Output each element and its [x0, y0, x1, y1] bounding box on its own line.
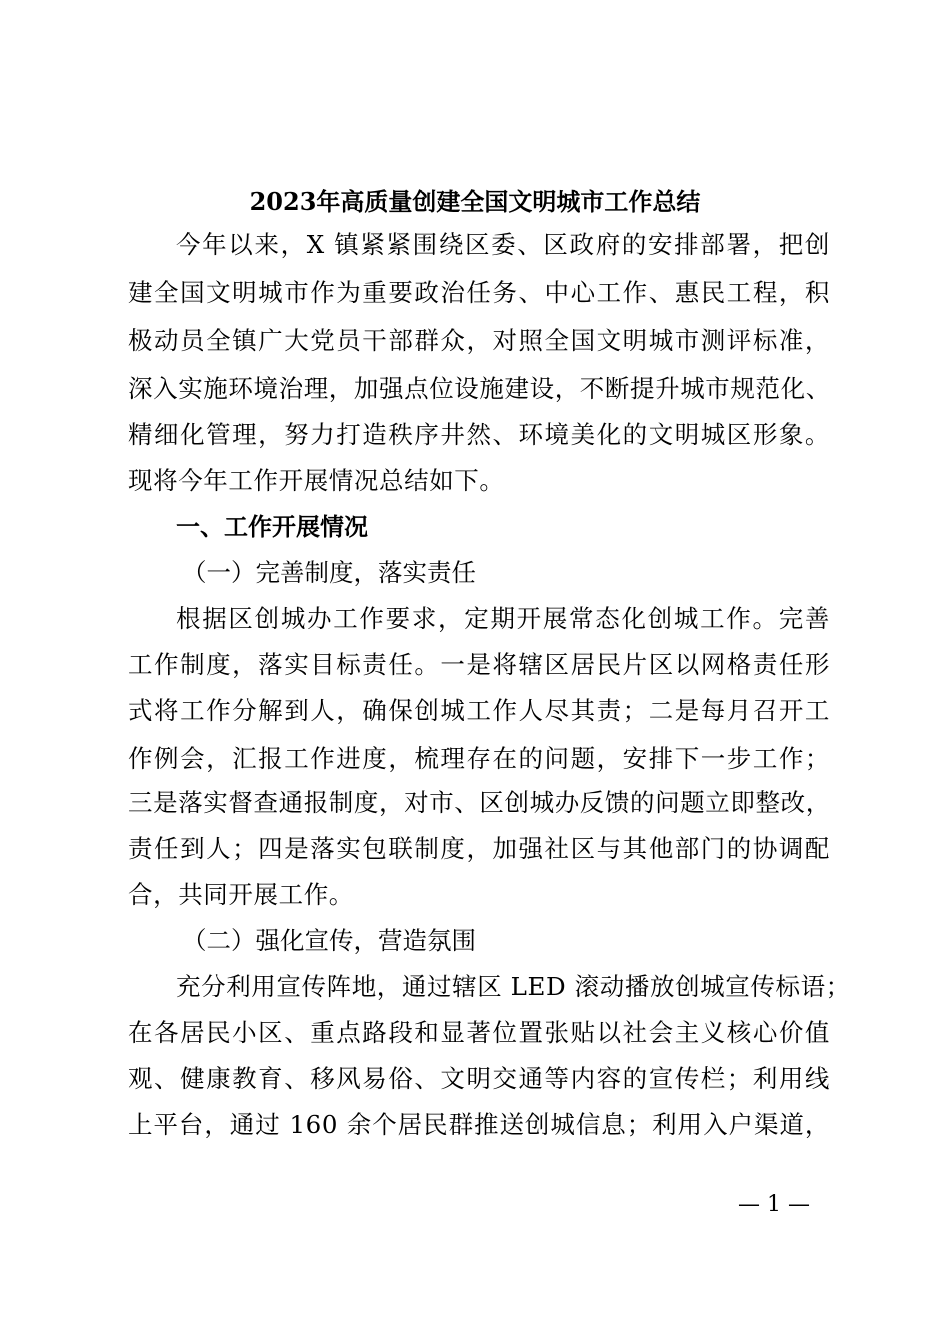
intro-line: 深入实施环境治理，加强点位设施建设，不断提升城市规范化、	[128, 374, 831, 403]
body-line: 观、健康教育、移风易俗、文明交通等内容的宣传栏；利用线	[128, 1064, 830, 1093]
body-line: 责任到人；四是落实包联制度，加强社区与其他部门的协调配	[128, 834, 830, 863]
document-title: 2023年高质量创建全国文明城市工作总结	[249, 187, 701, 216]
body-line: 合，共同开展工作。	[128, 880, 354, 909]
subsection-heading: （二）强化宣传，营造氛围	[182, 926, 476, 955]
body-line: 作例会，汇报工作进度，梳理存在的问题，安排下一步工作；	[128, 744, 830, 773]
intro-line: 精细化管理，努力打造秩序井然、环境美化的文明城区形象。	[128, 420, 830, 449]
body-line: 三是落实督查通报制度，对市、区创城办反馈的问题立即整改，	[128, 788, 831, 817]
intro-line: 极动员全镇广大党员干部群众，对照全国文明城市测评标准，	[128, 326, 830, 355]
subsection-heading: （一）完善制度，落实责任	[182, 558, 476, 587]
body-line: 上平台，通过 160 余个居民群推送创城信息；利用入户渠道，	[128, 1110, 830, 1139]
page-number: — 1 —	[738, 1192, 810, 1217]
body-line: 充分利用宣传阵地，通过辖区 LED 滚动播放创城宣传标语；	[176, 972, 851, 1001]
body-line: 根据区创城办工作要求，定期开展常态化创城工作。完善	[176, 604, 830, 633]
intro-line: 现将今年工作开展情况总结如下。	[128, 466, 505, 495]
section-heading: 一、工作开展情况	[176, 513, 368, 541]
body-line: 式将工作分解到人，确保创城工作人尽其责；二是每月召开工	[128, 696, 830, 725]
intro-line: 建全国文明城市作为重要政治任务、中心工作、惠民工程，积	[128, 278, 830, 307]
body-line: 在各居民小区、重点路段和显著位置张贴以社会主义核心价值	[128, 1018, 830, 1047]
body-line: 工作制度，落实目标责任。一是将辖区居民片区以网格责任形	[128, 650, 830, 679]
intro-line: 今年以来，X 镇紧紧围绕区委、区政府的安排部署，把创	[176, 230, 830, 259]
